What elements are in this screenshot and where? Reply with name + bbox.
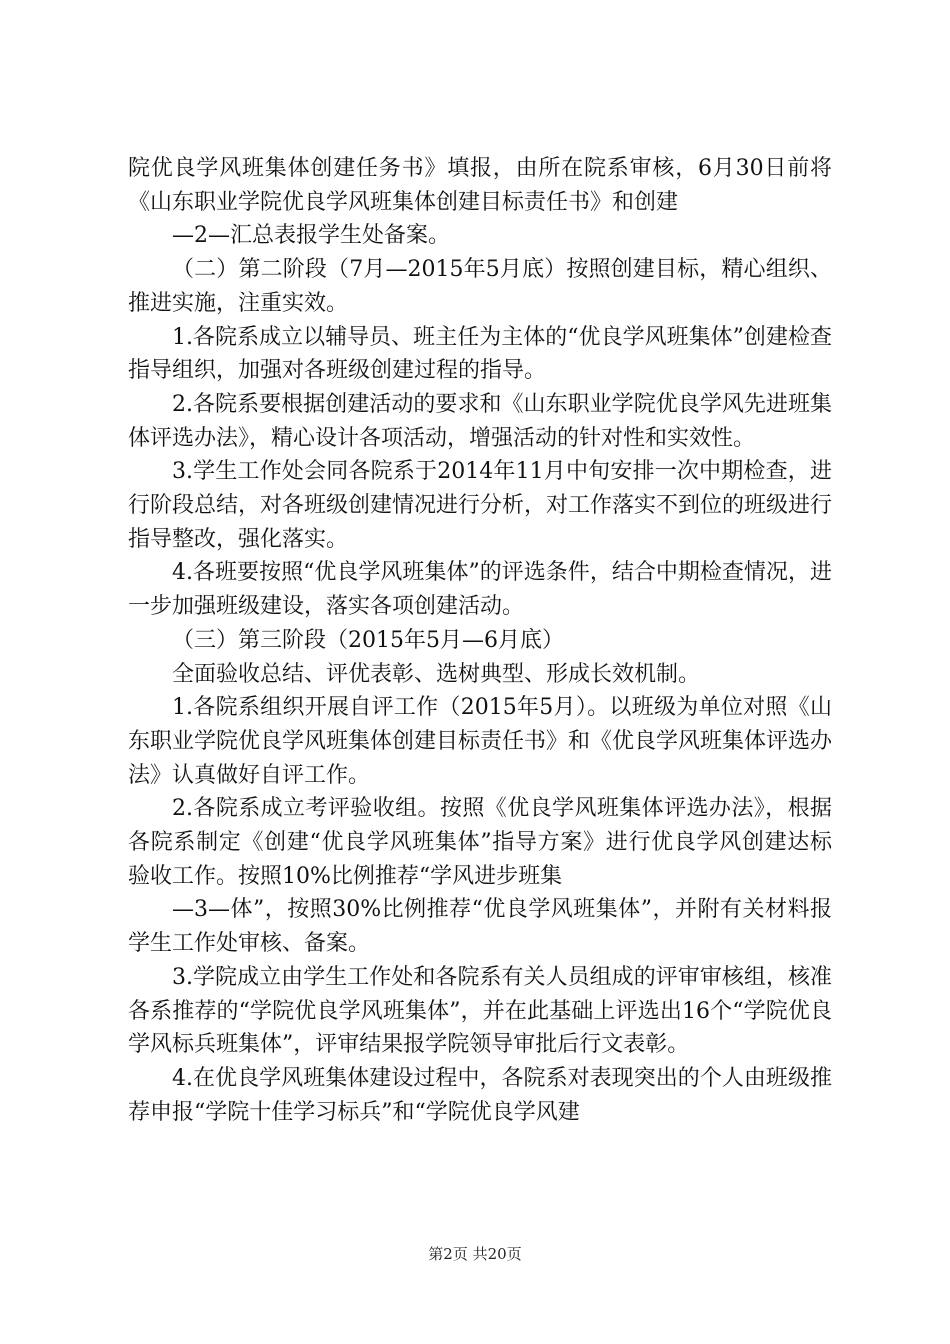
paragraph: 4.各班要按照“优良学风班集体”的评选条件，结合中期检查情况，进一步加强班级建设，落实各项创建活动。 [128, 560, 832, 620]
page-footer: 第2页 共20页 [428, 1245, 522, 1263]
paragraph: —2—汇总表报学生处备案。 [172, 223, 450, 249]
paragraph: 4.在优良学风班集体建设过程中，各院系对表现突出的个人由班级推荐申报“学院十佳学习标兵”和“学院优良学风建 [128, 1065, 832, 1125]
paragraph: —3—体”，按照30%比例推荐“优良学风班集体”，并附有关材料报学生工作处审核、备案。 [128, 897, 832, 957]
document-body [128, 152, 832, 1129]
paragraph: 3.学生工作处会同各院系于2014年11月中旬安排一次中期检查，进行阶段总结，对各班级创建情况进行分析，对工作落实不到位的班级进行指导整改，强化落实。 [128, 459, 833, 552]
paragraph: （三）第三阶段（2015年5月—6月底） [172, 627, 564, 653]
paragraph: 1.各院系组织开展自评工作（2015年5月）。以班级为单位对照《山东职业学院优良学风班集体创建目标责任书》和《优良学风班集体评选办法》认真做好自评工作。 [128, 695, 833, 788]
paragraph: 3.学院成立由学生工作处和各院系有关人员组成的评审审核组，核准各系推荐的“学院优良学风班集体”，并在此基础上评选出16个“学院优良学风标兵班集体”，评审结果报学院领导审批后行文表彰。 [128, 964, 832, 1058]
paragraph: 1.各院系成立以辅导员、班主任为主体的“优良学风班集体”创建检查指导组织，加强对各班级创建过程的指导。 [128, 324, 832, 384]
paragraph: 全面验收总结、评优表彰、选树典型、形成长效机制。 [172, 661, 701, 687]
paragraph: 2.各院系要根据创建活动的要求和《山东职业学院优良学风先进班集体评选办法》，精心设计各项活动，增强活动的针对性和实效性。 [128, 391, 832, 451]
paragraph: 2.各院系成立考评验收组。按照《优良学风班集体评选办法》，根据各院系制定《创建“优良学风班集体”指导方案》进行优良学风创建达标验收工作。按照10%比例推荐“学风进步班集 [128, 796, 832, 889]
paragraph: （二）第二阶段（7月—2015年5月底）按照创建目标，精心组织、推进实施，注重实效。 [128, 257, 832, 316]
paragraph: 院优良学风班集体创建任务书》填报，由所在院系审核，6月30日前将《山东职业学院优良学风班集体创建目标责任书》和创建 [128, 156, 832, 215]
